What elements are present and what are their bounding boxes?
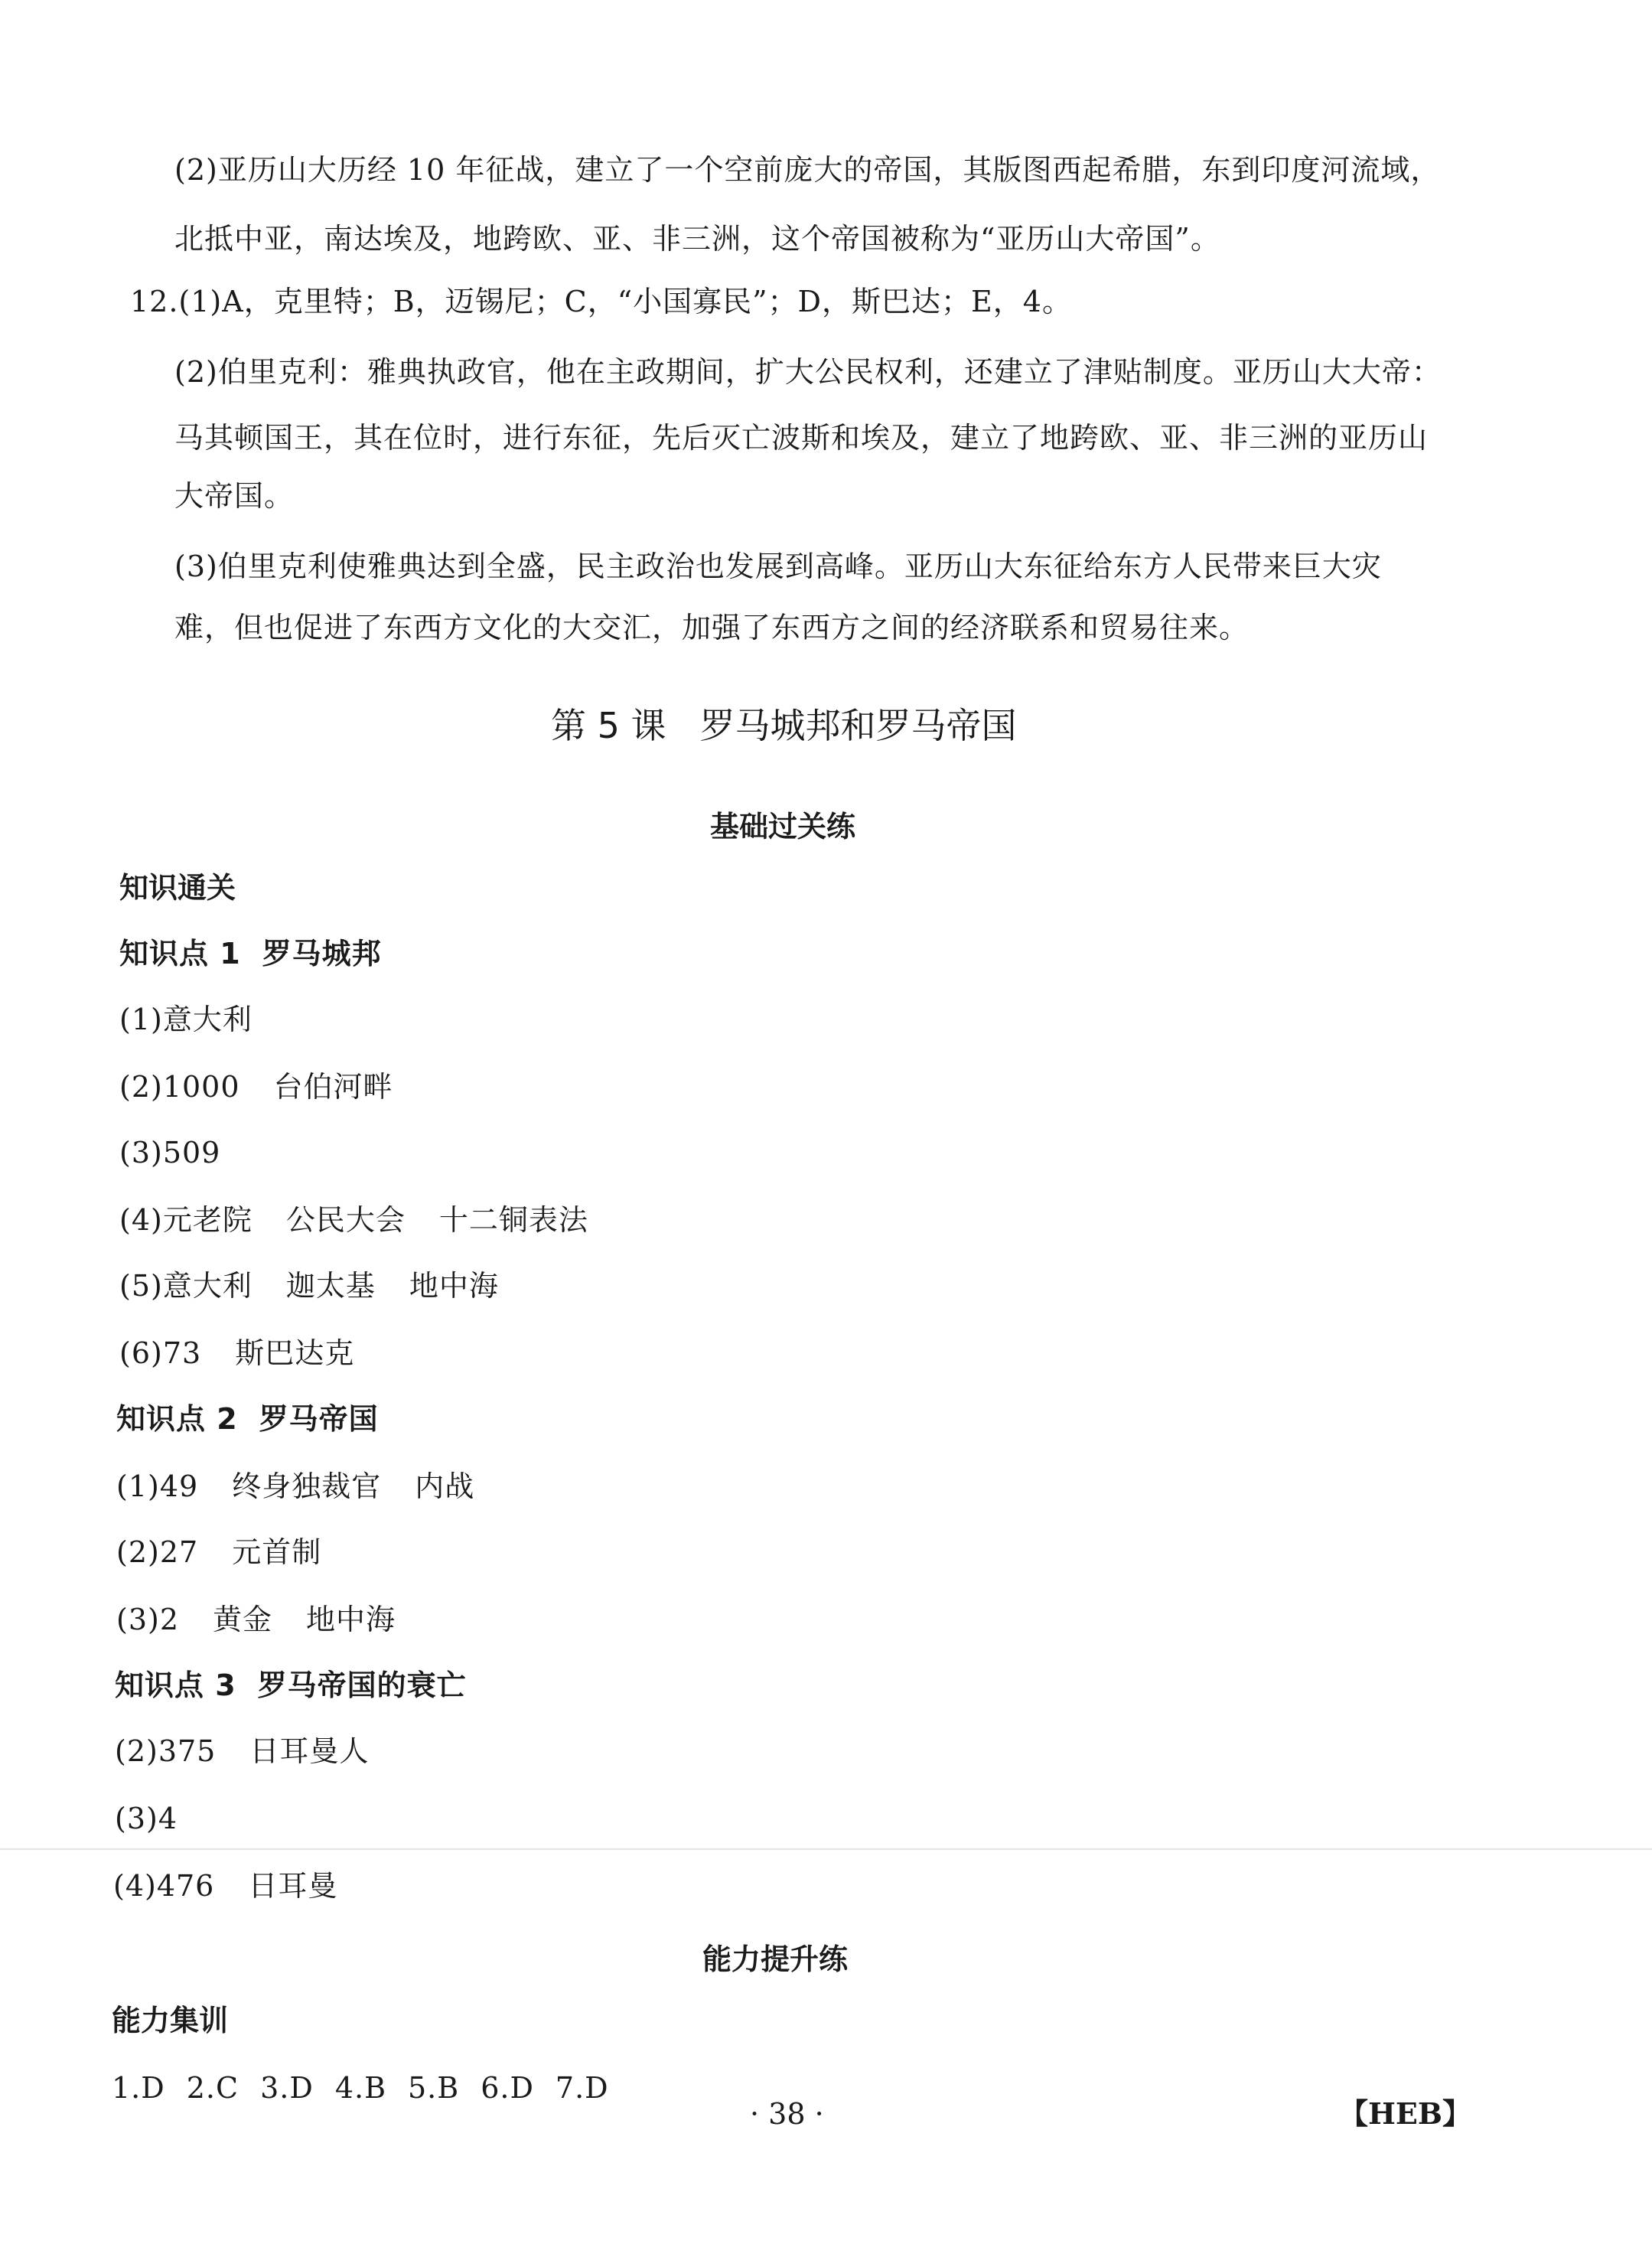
answer-text: (6)73 [119,1336,202,1370]
mc-answer: 4.B [334,2071,386,2105]
page-number: · 38 · [750,2097,824,2131]
q12-3-line1: (3)伯里克利使雅典达到全盛，民主政治也发展到高峰。亚历山大东征给东方人民带来巨大灾 [174,550,1382,583]
answer-text: (2)1000 [119,1070,240,1104]
knowledge-point-label: 知识点 3 [115,1668,236,1702]
answer-text: 斯巴达克 [235,1336,355,1370]
answer-text: 终身独裁官 [232,1469,382,1503]
answer-text: (3)4 [115,1802,178,1835]
mc-answer: 7.D [555,2071,609,2105]
answer-text: 黄金 [213,1603,273,1636]
kp3-answer-1 [115,1733,369,1770]
mc-answer: 3.D [260,2071,314,2105]
knowledge-point-name: 罗马帝国的衰亡 [257,1668,467,1702]
knowledge-point-name: 罗马帝国 [259,1402,379,1436]
answer-text: 台伯河畔 [273,1070,393,1104]
answer-text: 迦太基 [285,1269,376,1303]
knowledge-point-3-heading [115,1667,467,1704]
kp2-answer-3 [116,1601,396,1638]
edition-badge: 【HEB】 [1339,2096,1471,2131]
knowledge-point-name: 罗马城邦 [262,937,382,970]
answer-text: (4)元老院 [119,1203,253,1237]
answer-text: (2)27 [116,1535,199,1569]
answer-text: 内战 [415,1469,475,1503]
knowledge-point-label: 知识点 1 [119,937,241,970]
kp3-answer-3 [113,1867,337,1904]
answer-text: 日耳曼 [248,1869,338,1903]
knowledge-point-1-heading [119,935,382,972]
q12-2-line1: (2)伯里克利：雅典执政官，他在主政期间，扩大公民权利，还建立了津贴制度。亚历山大大帝： [174,355,1442,389]
answer-text: 十二铜表法 [438,1203,588,1237]
kp2-answer-2 [116,1534,321,1571]
q11-2-line2: 北抵中亚，南达埃及，地跨欧、亚、非三洲，这个帝国被称为“亚历山大帝国”。 [174,222,1220,256]
kp3-answer-2 [115,1800,178,1837]
mc-answer: 2.C [186,2071,239,2105]
lesson-name: 罗马城邦和罗马帝国 [699,705,1017,746]
lesson-title [551,704,1017,747]
q11-2-line1: (2)亚历山大历经 10 年征战，建立了一个空前庞大的帝国，其版图西起希腊，东到印度河流域， [174,153,1441,187]
scan-fold-line [0,1848,1652,1850]
advanced-answers [112,2070,609,2106]
answer-text: (4)476 [113,1869,215,1903]
q12-2-line2: 马其顿国王，其在位时，进行东征，先后灭亡波斯和埃及，建立了地跨欧、亚、非三洲的亚历山 [174,421,1429,455]
answer-text: 元首制 [232,1535,322,1569]
answer-text: (5)意大利 [119,1269,253,1303]
answer-text: (1)意大利 [119,1003,253,1036]
answer-text: (1)49 [116,1469,199,1503]
q12-2-line3: 大帝国。 [174,479,295,513]
mc-answer: 6.D [481,2071,534,2105]
kp1-answer-1 [119,1001,253,1038]
mc-answer: 5.B [408,2071,460,2105]
kp1-answer-6 [119,1335,354,1372]
answer-text: (2)375 [115,1734,217,1768]
lesson-number: 第 5 课 [551,705,666,746]
answer-text: (3)509 [119,1136,221,1169]
answer-text: 地中海 [306,1603,396,1636]
basic-subtitle: 知识通关 [119,871,236,905]
knowledge-point-label: 知识点 2 [116,1402,238,1436]
answer-text: 地中海 [409,1269,499,1303]
basic-section-title: 基础过关练 [710,810,856,843]
kp1-answer-2 [119,1068,393,1105]
knowledge-point-2-heading [116,1401,379,1437]
advanced-section-title: 能力提升练 [702,1942,849,1976]
kp2-answer-1 [116,1468,474,1505]
answer-text: 日耳曼人 [249,1734,370,1768]
kp1-answer-4 [119,1202,588,1238]
q12-1: 12.(1)A，克里特；B，迈锡尼；C，“小国寡民”；D，斯巴达；E，4。 [130,285,1072,318]
mc-answer: 1.D [112,2071,165,2105]
kp1-answer-5 [119,1267,499,1304]
q12-3-line2: 难，但也促进了东西方文化的大交汇，加强了东西方之间的经济联系和贸易往来。 [174,611,1250,644]
answer-text: (3)2 [116,1603,180,1636]
kp1-answer-3 [119,1134,220,1171]
answer-text: 公民大会 [285,1203,406,1237]
advanced-subtitle: 能力集训 [112,2004,229,2037]
